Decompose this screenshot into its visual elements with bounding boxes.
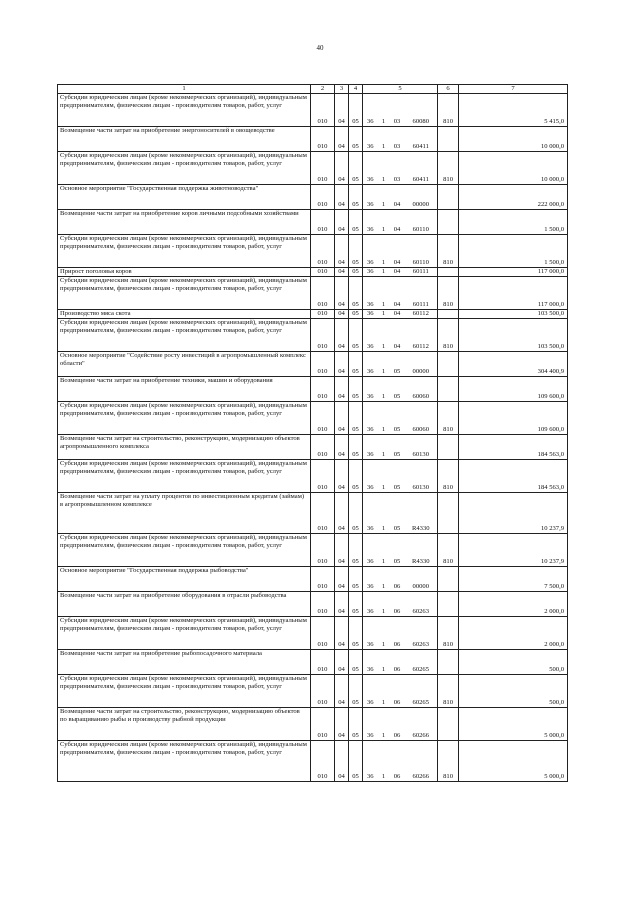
row-section-code: 04	[335, 650, 349, 675]
table-row	[58, 94, 568, 127]
row-chapter-code: 010	[311, 675, 335, 708]
row-subsection-code: 05	[349, 402, 363, 435]
row-subprogram-code: 1	[378, 310, 390, 319]
row-expense-type: 810	[438, 94, 459, 127]
table-row	[58, 310, 568, 319]
row-name: Субсидии юридическим лицам (кроме некоммерческих организаций), индивидуальным предпринимателям, физическим лицам - производителям товаров, работ, услуг	[58, 235, 311, 268]
header-col-3: 3	[335, 85, 349, 94]
row-direction-code: 60411	[405, 152, 438, 185]
row-chapter-code: 010	[311, 310, 335, 319]
row-direction-code: 60130	[405, 460, 438, 493]
row-section-code: 04	[335, 94, 349, 127]
row-name: Субсидии юридическим лицам (кроме некоммерческих организаций), индивидуальным предпринимателям, физическим лицам - производителям товаров, работ, услуг	[58, 152, 311, 185]
row-program-code: 36	[363, 493, 378, 534]
row-chapter-code: 010	[311, 377, 335, 402]
row-program-code: 36	[363, 675, 378, 708]
row-event-code: 06	[390, 592, 405, 617]
row-subsection-code: 05	[349, 567, 363, 592]
row-section-code: 04	[335, 534, 349, 567]
row-section-code: 04	[335, 377, 349, 402]
row-subprogram-code: 1	[378, 235, 390, 268]
row-event-code: 05	[390, 460, 405, 493]
row-amount: 117 000,0	[459, 268, 568, 277]
row-subsection-code: 05	[349, 319, 363, 352]
row-name: Прирост поголовья коров	[58, 268, 311, 277]
row-expense-type	[438, 377, 459, 402]
row-program-code: 36	[363, 268, 378, 277]
table-row	[58, 210, 568, 235]
row-amount: 10 000,0	[459, 152, 568, 185]
row-event-code: 05	[390, 435, 405, 460]
table-row	[58, 235, 568, 268]
row-name: Субсидии юридическим лицам (кроме некоммерческих организаций), индивидуальным предпринимателям, физическим лицам - производителям товаров, работ, услуг	[58, 277, 311, 310]
row-subprogram-code: 1	[378, 741, 390, 782]
row-subsection-code: 05	[349, 310, 363, 319]
row-amount: 5 000,0	[459, 708, 568, 741]
row-direction-code: 60266	[405, 708, 438, 741]
row-subsection-code: 05	[349, 94, 363, 127]
row-direction-code: 60112	[405, 310, 438, 319]
row-event-code: 03	[390, 152, 405, 185]
row-section-code: 04	[335, 210, 349, 235]
row-direction-code: 00000	[405, 567, 438, 592]
row-event-code: 04	[390, 277, 405, 310]
row-amount: 500,0	[459, 650, 568, 675]
row-subsection-code: 05	[349, 493, 363, 534]
row-section-code: 04	[335, 319, 349, 352]
table-row	[58, 650, 568, 675]
row-amount: 500,0	[459, 675, 568, 708]
row-subsection-code: 05	[349, 268, 363, 277]
row-chapter-code: 010	[311, 435, 335, 460]
row-name: Основное мероприятие "Содействие росту инвестиций в агропромышленный комплекс области"	[58, 352, 311, 377]
table-row	[58, 377, 568, 402]
row-program-code: 36	[363, 352, 378, 377]
row-name: Возмещение части затрат на приобретение рыбопосадочного материала	[58, 650, 311, 675]
row-program-code: 36	[363, 152, 378, 185]
row-name: Субсидии юридическим лицам (кроме некоммерческих организаций), индивидуальным предпринимателям, физическим лицам - производителям товаров, работ, услуг	[58, 94, 311, 127]
row-program-code: 36	[363, 377, 378, 402]
table-row	[58, 352, 568, 377]
row-chapter-code: 010	[311, 127, 335, 152]
row-expense-type	[438, 708, 459, 741]
row-name: Возмещение части затрат на уплату процентов по инвестиционным кредитам (займам) в агропромышленном комплексе	[58, 493, 311, 534]
table-row	[58, 675, 568, 708]
row-event-code: 06	[390, 741, 405, 782]
row-amount: 109 600,0	[459, 377, 568, 402]
row-section-code: 04	[335, 152, 349, 185]
row-program-code: 36	[363, 617, 378, 650]
row-program-code: 36	[363, 741, 378, 782]
row-program-code: 36	[363, 567, 378, 592]
row-subprogram-code: 1	[378, 402, 390, 435]
row-expense-type	[438, 127, 459, 152]
row-event-code: 04	[390, 310, 405, 319]
row-expense-type: 810	[438, 277, 459, 310]
table-row	[58, 741, 568, 782]
row-amount: 10 000,0	[459, 127, 568, 152]
row-subprogram-code: 1	[378, 127, 390, 152]
row-program-code: 36	[363, 534, 378, 567]
row-subsection-code: 05	[349, 460, 363, 493]
row-subprogram-code: 1	[378, 493, 390, 534]
row-direction-code: 60411	[405, 127, 438, 152]
row-name: Возмещение части затрат на приобретение техники, машин и оборудования	[58, 377, 311, 402]
row-subprogram-code: 1	[378, 617, 390, 650]
row-event-code: 04	[390, 235, 405, 268]
row-chapter-code: 010	[311, 592, 335, 617]
row-chapter-code: 010	[311, 650, 335, 675]
row-chapter-code: 010	[311, 94, 335, 127]
row-subprogram-code: 1	[378, 268, 390, 277]
table-row	[58, 493, 568, 534]
row-name: Субсидии юридическим лицам (кроме некоммерческих организаций), индивидуальным предпринимателям, физическим лицам - производителям товаров, работ, услуг	[58, 402, 311, 435]
row-section-code: 04	[335, 617, 349, 650]
row-section-code: 04	[335, 435, 349, 460]
row-chapter-code: 010	[311, 185, 335, 210]
row-direction-code: R4330	[405, 534, 438, 567]
row-program-code: 36	[363, 592, 378, 617]
row-direction-code: 60265	[405, 650, 438, 675]
row-expense-type	[438, 567, 459, 592]
row-subprogram-code: 1	[378, 435, 390, 460]
row-section-code: 04	[335, 708, 349, 741]
row-direction-code: R4330	[405, 493, 438, 534]
table-row	[58, 617, 568, 650]
header-col-6: 6	[438, 85, 459, 94]
row-program-code: 36	[363, 185, 378, 210]
row-amount: 109 600,0	[459, 402, 568, 435]
row-amount: 5 000,0	[459, 741, 568, 782]
row-name: Возмещение части затрат на приобретение энергоносителей в овощеводстве	[58, 127, 311, 152]
row-subsection-code: 05	[349, 235, 363, 268]
table-row	[58, 592, 568, 617]
row-name: Субсидии юридическим лицам (кроме некоммерческих организаций), индивидуальным предпринимателям, физическим лицам - производителям товаров, работ, услуг	[58, 617, 311, 650]
row-amount: 1 500,0	[459, 210, 568, 235]
row-event-code: 04	[390, 210, 405, 235]
row-subprogram-code: 1	[378, 377, 390, 402]
table-row	[58, 185, 568, 210]
row-amount: 2 000,0	[459, 617, 568, 650]
row-amount: 184 563,0	[459, 460, 568, 493]
table-row	[58, 567, 568, 592]
row-expense-type	[438, 435, 459, 460]
row-event-code: 06	[390, 708, 405, 741]
row-program-code: 36	[363, 210, 378, 235]
row-expense-type: 810	[438, 675, 459, 708]
row-amount: 2 000,0	[459, 592, 568, 617]
row-chapter-code: 010	[311, 319, 335, 352]
row-section-code: 04	[335, 493, 349, 534]
table-row	[58, 435, 568, 460]
row-section-code: 04	[335, 268, 349, 277]
row-expense-type	[438, 493, 459, 534]
row-event-code: 04	[390, 268, 405, 277]
row-chapter-code: 010	[311, 534, 335, 567]
row-subprogram-code: 1	[378, 152, 390, 185]
row-expense-type: 810	[438, 235, 459, 268]
row-direction-code: 60130	[405, 435, 438, 460]
row-direction-code: 60266	[405, 741, 438, 782]
row-name: Субсидии юридическим лицам (кроме некоммерческих организаций), индивидуальным предпринимателям, физическим лицам - производителям товаров, работ, услуг	[58, 319, 311, 352]
row-subprogram-code: 1	[378, 567, 390, 592]
page-number: 40	[316, 44, 324, 52]
row-subsection-code: 05	[349, 352, 363, 377]
table-row	[58, 534, 568, 567]
row-program-code: 36	[363, 94, 378, 127]
row-event-code: 04	[390, 185, 405, 210]
row-program-code: 36	[363, 235, 378, 268]
row-section-code: 04	[335, 352, 349, 377]
row-subsection-code: 05	[349, 534, 363, 567]
row-section-code: 04	[335, 185, 349, 210]
row-event-code: 04	[390, 319, 405, 352]
row-subsection-code: 05	[349, 650, 363, 675]
header-col-4: 4	[349, 85, 363, 94]
row-section-code: 04	[335, 567, 349, 592]
budget-table	[57, 84, 568, 782]
row-direction-code: 60060	[405, 402, 438, 435]
row-amount: 103 500,0	[459, 319, 568, 352]
row-subsection-code: 05	[349, 152, 363, 185]
row-expense-type: 810	[438, 460, 459, 493]
row-chapter-code: 010	[311, 210, 335, 235]
header-col-1: 1	[58, 85, 311, 94]
row-program-code: 36	[363, 127, 378, 152]
row-name: Субсидии юридическим лицам (кроме некоммерческих организаций), индивидуальным предпринимателям, физическим лицам - производителям товаров, работ, услуг	[58, 460, 311, 493]
row-direction-code: 60080	[405, 94, 438, 127]
row-direction-code: 60265	[405, 675, 438, 708]
row-direction-code: 60060	[405, 377, 438, 402]
row-expense-type	[438, 650, 459, 675]
row-subprogram-code: 1	[378, 210, 390, 235]
row-direction-code: 60111	[405, 277, 438, 310]
header-col-5: 5	[363, 85, 438, 94]
row-direction-code: 60111	[405, 268, 438, 277]
row-chapter-code: 010	[311, 708, 335, 741]
row-expense-type	[438, 592, 459, 617]
row-subprogram-code: 1	[378, 592, 390, 617]
row-subsection-code: 05	[349, 377, 363, 402]
row-expense-type: 810	[438, 617, 459, 650]
row-direction-code: 60110	[405, 210, 438, 235]
row-direction-code: 00000	[405, 352, 438, 377]
row-event-code: 03	[390, 127, 405, 152]
row-name: Возмещение части затрат на строительство, реконструкцию, модернизацию объектов агропромышленного комплекса	[58, 435, 311, 460]
row-section-code: 04	[335, 277, 349, 310]
row-subprogram-code: 1	[378, 352, 390, 377]
row-program-code: 36	[363, 650, 378, 675]
row-subprogram-code: 1	[378, 708, 390, 741]
row-amount: 103 500,0	[459, 310, 568, 319]
row-chapter-code: 010	[311, 268, 335, 277]
row-amount: 304 400,9	[459, 352, 568, 377]
row-expense-type	[438, 352, 459, 377]
row-section-code: 04	[335, 235, 349, 268]
row-subsection-code: 05	[349, 592, 363, 617]
table-row	[58, 460, 568, 493]
row-chapter-code: 010	[311, 493, 335, 534]
row-expense-type: 810	[438, 152, 459, 185]
row-event-code: 05	[390, 352, 405, 377]
row-expense-type: 810	[438, 534, 459, 567]
row-expense-type: 810	[438, 402, 459, 435]
row-direction-code: 60110	[405, 235, 438, 268]
row-subsection-code: 05	[349, 185, 363, 210]
table-row	[58, 277, 568, 310]
row-event-code: 03	[390, 94, 405, 127]
row-chapter-code: 010	[311, 402, 335, 435]
row-expense-type	[438, 268, 459, 277]
row-subprogram-code: 1	[378, 534, 390, 567]
row-name: Возмещение части затрат на приобретение коров личными подсобными хозяйствами	[58, 210, 311, 235]
table-row	[58, 268, 568, 277]
row-chapter-code: 010	[311, 152, 335, 185]
row-name: Основное мероприятие "Государственная поддержка рыбоводства"	[58, 567, 311, 592]
row-event-code: 05	[390, 534, 405, 567]
row-program-code: 36	[363, 319, 378, 352]
table-row	[58, 402, 568, 435]
row-subprogram-code: 1	[378, 277, 390, 310]
row-program-code: 36	[363, 402, 378, 435]
row-expense-type	[438, 185, 459, 210]
row-section-code: 04	[335, 592, 349, 617]
row-program-code: 36	[363, 310, 378, 319]
row-expense-type	[438, 310, 459, 319]
row-subprogram-code: 1	[378, 675, 390, 708]
row-expense-type: 810	[438, 741, 459, 782]
row-subsection-code: 05	[349, 675, 363, 708]
row-amount: 10 237,9	[459, 493, 568, 534]
row-direction-code: 00000	[405, 185, 438, 210]
row-name: Производство мяса скота	[58, 310, 311, 319]
row-subprogram-code: 1	[378, 650, 390, 675]
row-section-code: 04	[335, 741, 349, 782]
table-row	[58, 319, 568, 352]
row-expense-type	[438, 210, 459, 235]
row-subsection-code: 05	[349, 277, 363, 310]
row-event-code: 06	[390, 617, 405, 650]
row-section-code: 04	[335, 310, 349, 319]
row-subsection-code: 05	[349, 617, 363, 650]
row-amount: 184 563,0	[459, 435, 568, 460]
row-program-code: 36	[363, 435, 378, 460]
row-chapter-code: 010	[311, 277, 335, 310]
row-event-code: 06	[390, 567, 405, 592]
table-row	[58, 708, 568, 741]
row-subsection-code: 05	[349, 127, 363, 152]
header-col-7: 7	[459, 85, 568, 94]
row-subsection-code: 05	[349, 708, 363, 741]
row-program-code: 36	[363, 460, 378, 493]
table-row	[58, 152, 568, 185]
row-amount: 222 000,0	[459, 185, 568, 210]
row-subsection-code: 05	[349, 210, 363, 235]
row-section-code: 04	[335, 127, 349, 152]
row-subprogram-code: 1	[378, 94, 390, 127]
row-subprogram-code: 1	[378, 185, 390, 210]
row-name: Субсидии юридическим лицам (кроме некоммерческих организаций), индивидуальным предпринимателям, физическим лицам - производителям товаров, работ, услуг	[58, 675, 311, 708]
row-amount: 7 500,0	[459, 567, 568, 592]
row-chapter-code: 010	[311, 352, 335, 377]
row-name: Субсидии юридическим лицам (кроме некоммерческих организаций), индивидуальным предпринимателям, физическим лицам - производителям товаров, работ, услуг	[58, 741, 311, 782]
row-direction-code: 60263	[405, 617, 438, 650]
row-amount: 117 000,0	[459, 277, 568, 310]
row-chapter-code: 010	[311, 617, 335, 650]
row-chapter-code: 010	[311, 567, 335, 592]
row-subprogram-code: 1	[378, 460, 390, 493]
row-chapter-code: 010	[311, 235, 335, 268]
row-expense-type: 810	[438, 319, 459, 352]
row-event-code: 06	[390, 675, 405, 708]
row-chapter-code: 010	[311, 741, 335, 782]
row-chapter-code: 010	[311, 460, 335, 493]
row-event-code: 05	[390, 402, 405, 435]
row-event-code: 05	[390, 377, 405, 402]
row-section-code: 04	[335, 402, 349, 435]
row-name: Возмещение части затрат на приобретение оборудования в отрасли рыбоводства	[58, 592, 311, 617]
row-subsection-code: 05	[349, 435, 363, 460]
row-direction-code: 60263	[405, 592, 438, 617]
row-direction-code: 60112	[405, 319, 438, 352]
row-name: Субсидии юридическим лицам (кроме некоммерческих организаций), индивидуальным предпринимателям, физическим лицам - производителям товаров, работ, услуг	[58, 534, 311, 567]
row-section-code: 04	[335, 460, 349, 493]
row-event-code: 05	[390, 493, 405, 534]
row-section-code: 04	[335, 675, 349, 708]
header-col-2: 2	[311, 85, 335, 94]
row-subprogram-code: 1	[378, 319, 390, 352]
row-amount: 1 500,0	[459, 235, 568, 268]
table-row	[58, 127, 568, 152]
row-program-code: 36	[363, 277, 378, 310]
row-name: Основное мероприятие "Государственная поддержка животноводства"	[58, 185, 311, 210]
row-subsection-code: 05	[349, 741, 363, 782]
row-name: Возмещение части затрат на строительство, реконструкцию, модернизацию объектов по выращиванию рыбы и производству рыбной продукции	[58, 708, 311, 741]
row-amount: 10 237,9	[459, 534, 568, 567]
row-program-code: 36	[363, 708, 378, 741]
header-row	[58, 85, 568, 94]
row-amount: 5 415,0	[459, 94, 568, 127]
row-event-code: 06	[390, 650, 405, 675]
